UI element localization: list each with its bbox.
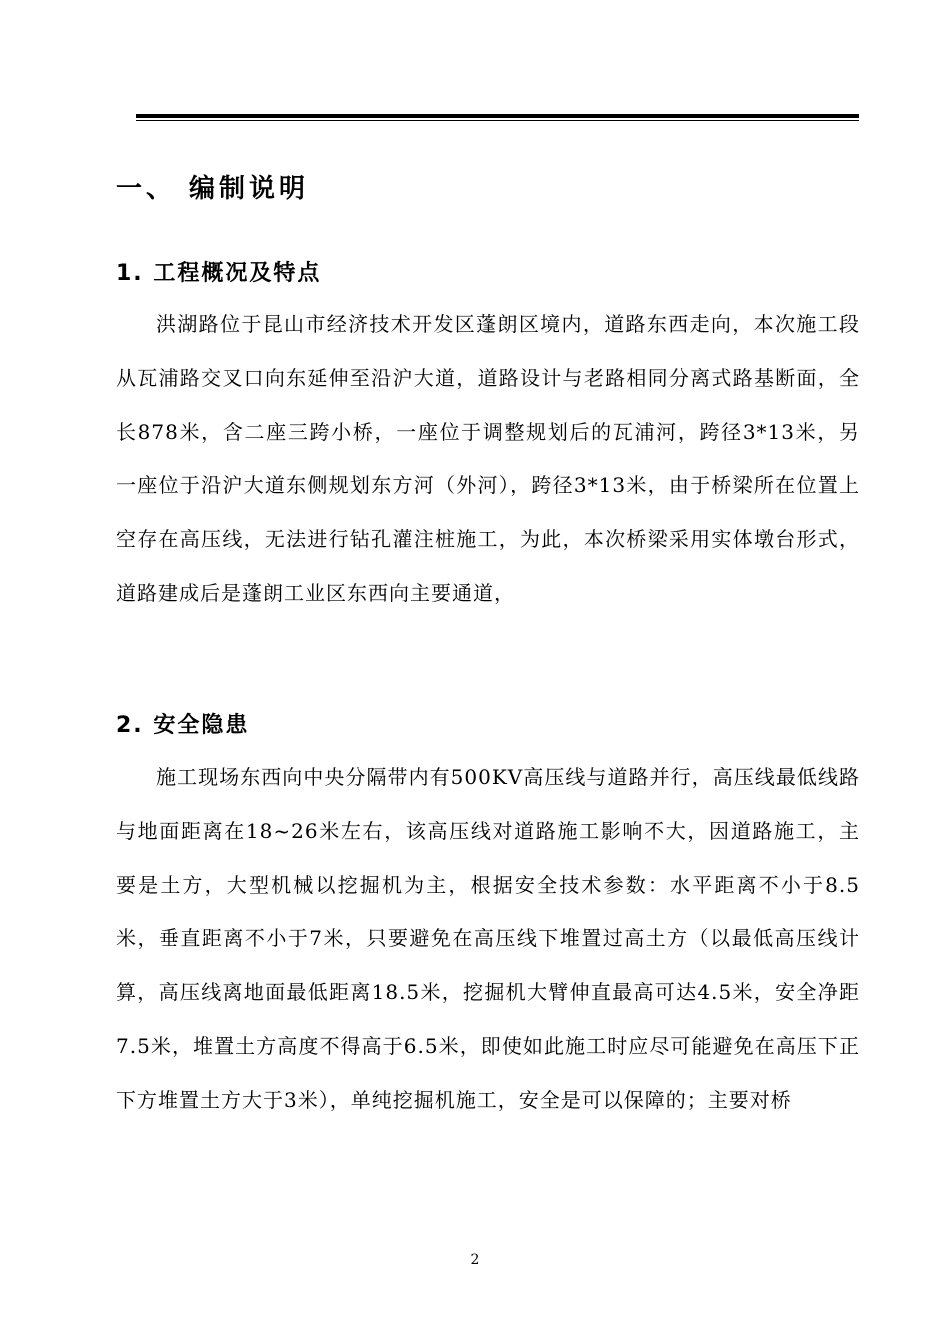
subsection-heading-overview: 1. 工程概况及特点 — [116, 261, 322, 286]
page-number: 2 — [470, 1252, 480, 1268]
header-rule — [136, 114, 859, 118]
subsection-heading-safety: 2. 安全隐患 — [116, 713, 250, 738]
header-rule-thin — [136, 120, 859, 121]
paragraph-safety: 施工现场东西向中央分隔带内有500KV高压线与道路并行，高压线最低线路与地面距离在18~26米左右，该高压线对道路施工影响不大，因道路施工，主要是土方，大型机械以挖掘机为主，根据安全技术参数：水平距离不小于8.5米，垂直距离不小于7米，只要避免在高压线下堆置过高土方（以最低高压线计算，高压线离地面最低距离18.5米，挖掘机大臂伸直最高可达4.5米，安全净距7.5米，堆置土方高度不得高于6.5米，即使如此施工时应尽可能避免在高压下正下方堆置土方大于3米），单纯挖掘机施工，安全是可以保障的；主要对桥 — [116, 765, 860, 1112]
section-heading: 一、 编制说明 — [116, 174, 310, 204]
paragraph-overview: 洪湖路位于昆山市经济技术开发区蓬朗区境内，道路东西走向，本次施工段从瓦浦路交叉口向东延伸至沿沪大道，道路设计与老路相同分离式路基断面，全长878米，含二座三跨小桥，一座位于调整规划后的瓦浦河，跨径3*13米，另一座位于沿沪大道东侧规划东方河（外河），跨径3*13米，由于桥梁所在位置上空存在高压线，无法进行钻孔灌注桩施工，为此，本次桥梁采用实体墩台形式，道路建成后是蓬朗工业区东西向主要通道， — [116, 312, 860, 605]
